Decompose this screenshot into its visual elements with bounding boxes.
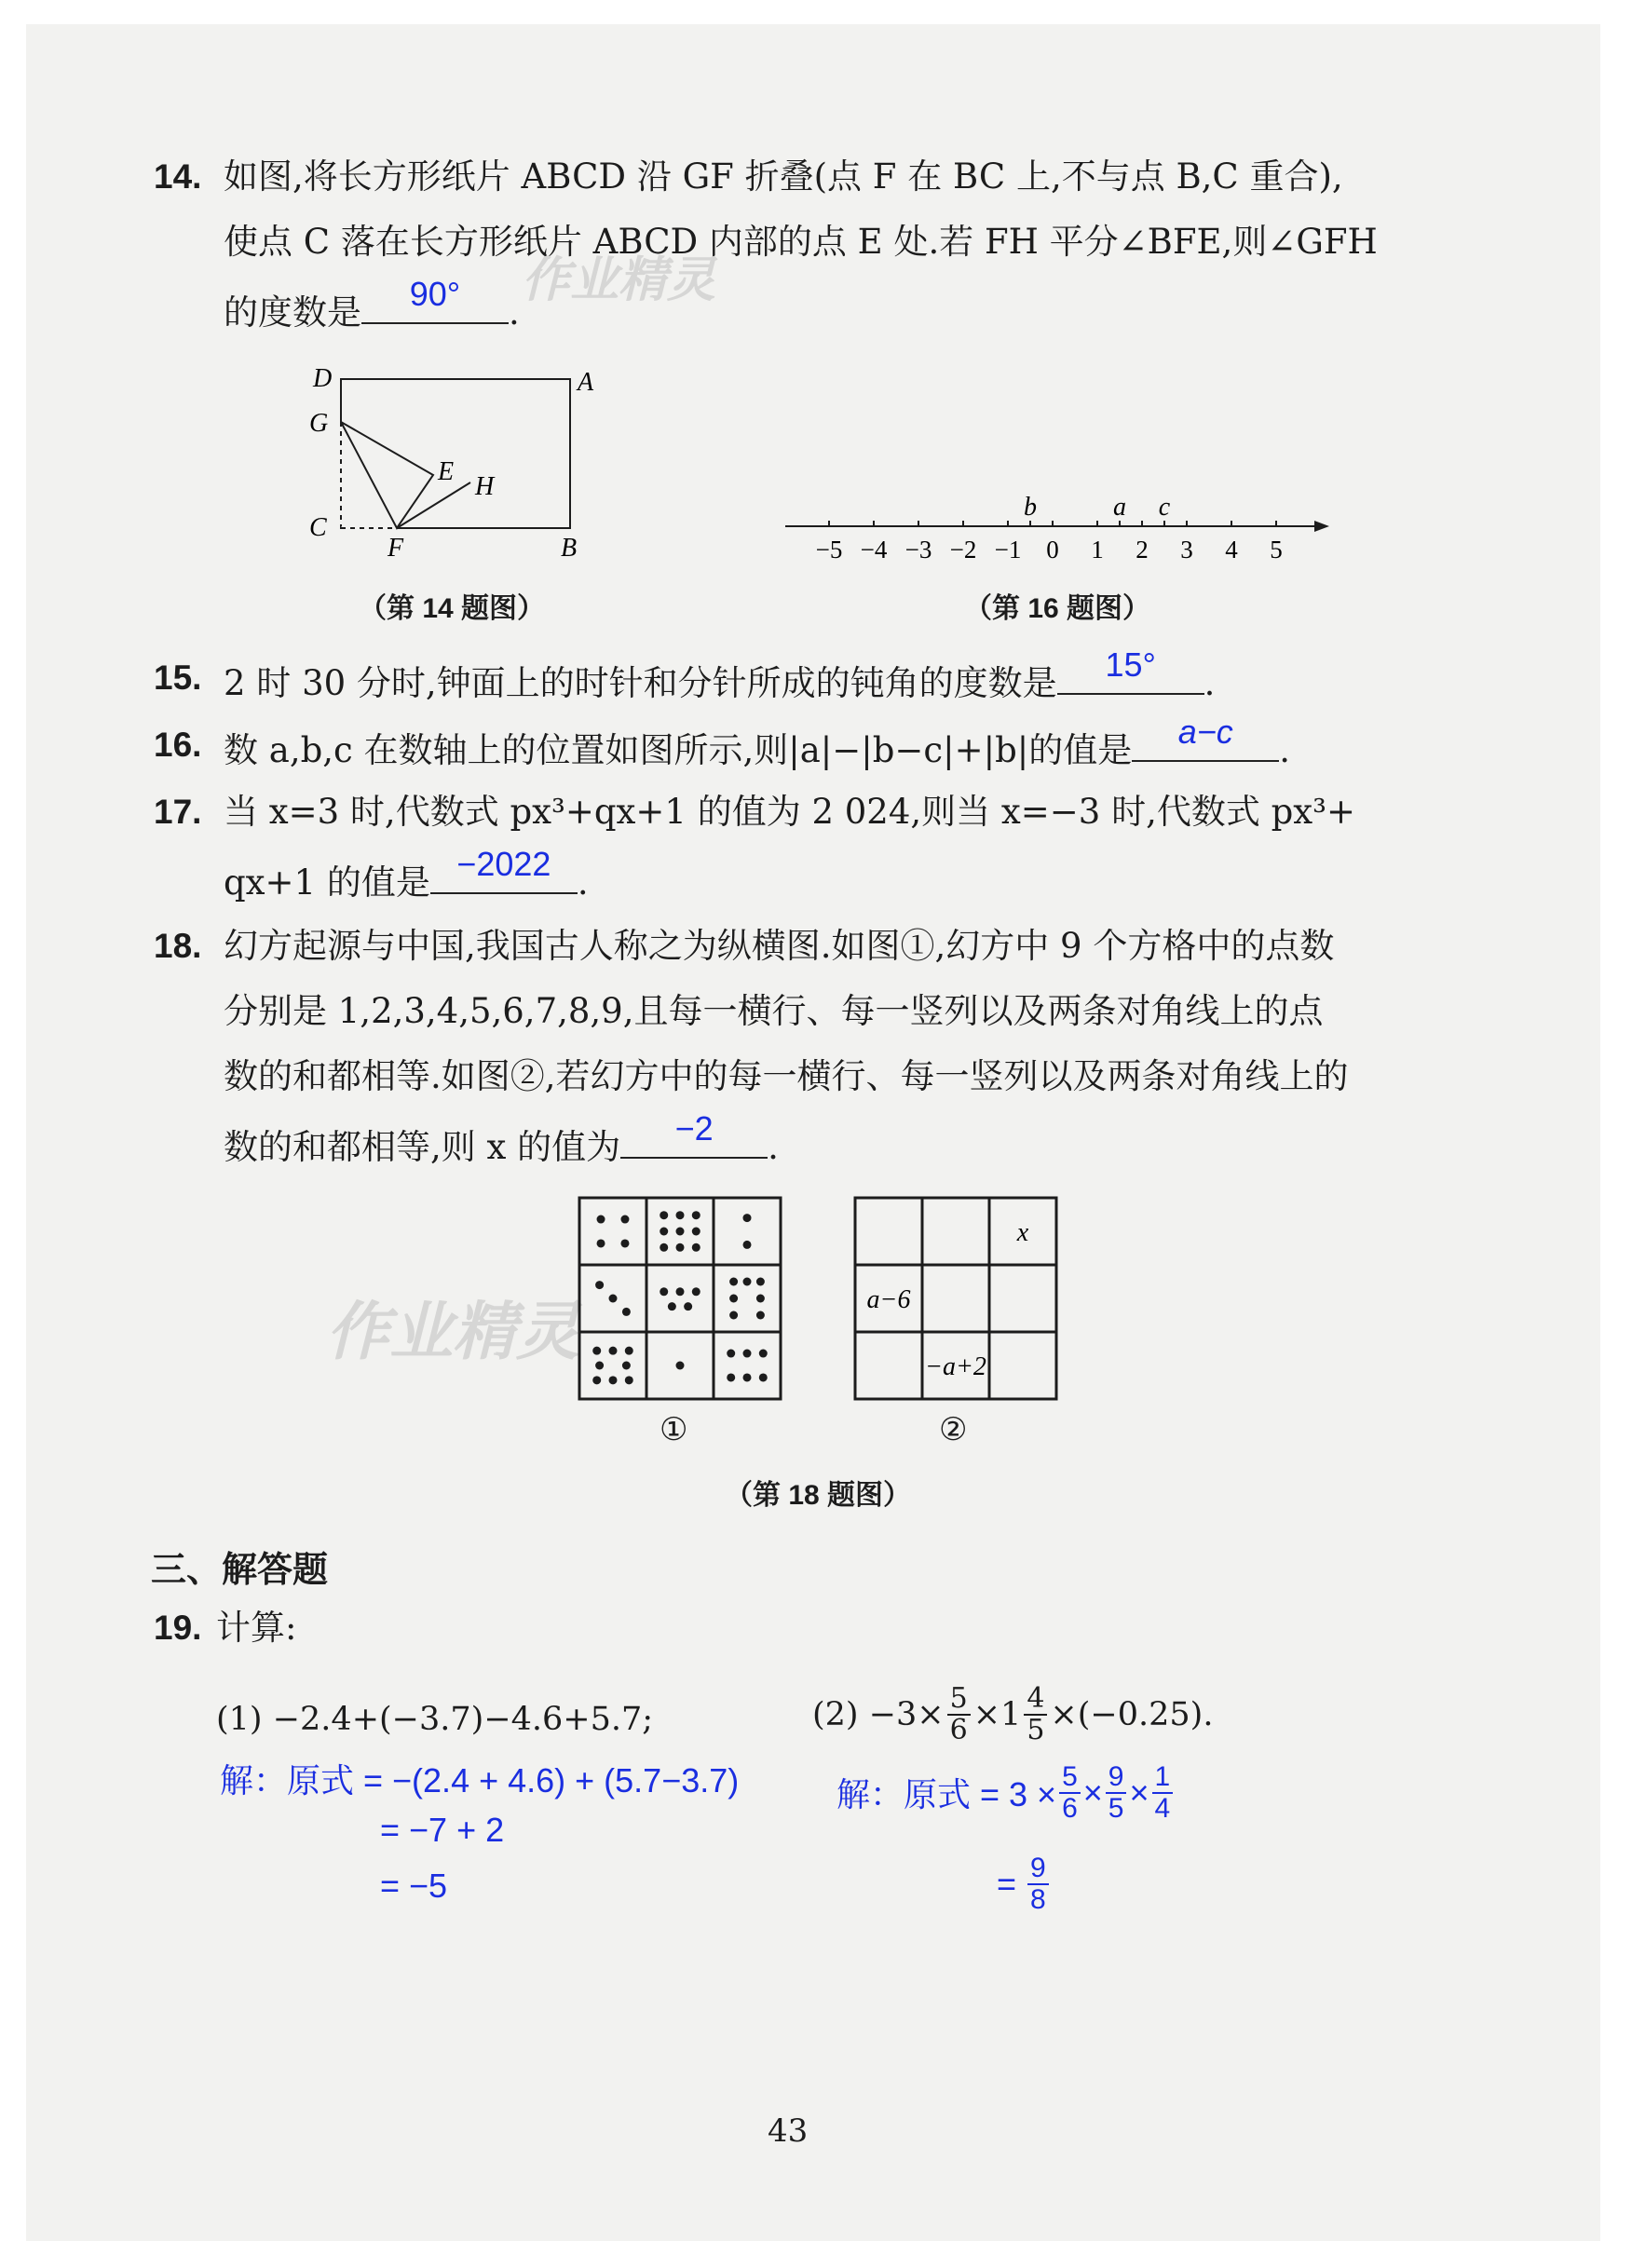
- number-line-tick-label: −4: [860, 536, 888, 564]
- grid1-dot: [756, 1278, 765, 1286]
- grid1-dot: [729, 1278, 738, 1286]
- q15-answer: 15°: [1105, 645, 1156, 684]
- q17-line1: 当 x=3 时,代数式 px³+qx+1 的值为 2 024,则当 x=−3 时,代数式 px³+: [224, 792, 1355, 832]
- q19-solution1-line3: = −5: [380, 1867, 448, 1905]
- q15-number: 15.: [154, 659, 202, 697]
- number-line-tick-label: 1: [1091, 536, 1104, 564]
- q15-answer-blank: [1057, 645, 1204, 695]
- q19-solution2-line2: = $\frac{9}{8}$: [997, 1854, 1052, 1914]
- grid1-dot: [620, 1215, 629, 1224]
- watermark-top: 作业精灵: [522, 253, 716, 307]
- fig14-label-a: A: [578, 368, 594, 397]
- grid1-dot: [743, 1278, 752, 1286]
- fig14-label-e: E: [438, 457, 455, 486]
- q17-number: 17.: [154, 793, 202, 831]
- grid1-dot: [743, 1241, 752, 1249]
- grid1-dot: [692, 1211, 700, 1219]
- number-line-point-a: a: [1113, 493, 1126, 522]
- q14-number: 14.: [154, 157, 202, 196]
- figure-16-caption: （第 16 题图）: [964, 593, 1151, 624]
- grid1-dot: [660, 1228, 668, 1236]
- grid1-dot: [684, 1302, 692, 1311]
- grid1-dot: [597, 1215, 605, 1224]
- q18-line2: 分别是 1,2,3,4,5,6,7,8,9,且每一横行、每一竖列以及两条对角线上的点: [224, 991, 1324, 1031]
- q15-text: 2 时 30 分时,钟面上的时针和分针所成的钝角的度数是 15° .: [224, 656, 1215, 706]
- fig14-label-c: C: [309, 513, 327, 542]
- grid1-dot: [676, 1228, 685, 1236]
- q16-answer: a−c: [1177, 713, 1233, 751]
- q18-line3: 数的和都相等.如图②,若幻方中的每一横行、每一竖列以及两条对角线上的: [224, 1056, 1349, 1096]
- grid1-dot: [622, 1308, 631, 1316]
- q19-solution1-line2: = −7 + 2: [380, 1811, 505, 1849]
- grid1-dot: [743, 1214, 752, 1222]
- grid1-dot: [727, 1350, 735, 1358]
- number-line-tick-label: 4: [1225, 536, 1238, 564]
- grid1-dot: [729, 1295, 738, 1303]
- grid1-dot: [676, 1362, 685, 1370]
- number-line-tick-label: −2: [949, 536, 977, 564]
- q17-answer: −2022: [456, 845, 551, 883]
- fig14-label-b: B: [561, 534, 578, 563]
- grid1-dot: [692, 1243, 700, 1252]
- q18-answer: −2: [674, 1109, 714, 1148]
- q17-answer-blank: [430, 845, 578, 894]
- fig14-label-d: D: [313, 364, 333, 393]
- fig14-label-g: G: [309, 409, 329, 438]
- grid1-dot: [620, 1239, 629, 1247]
- grid1-dot: [668, 1302, 676, 1311]
- grid1-dot: [592, 1347, 601, 1355]
- grid1-dot: [609, 1347, 618, 1355]
- q19-solution1-line1: 解：原式 = −(2.4 + 4.6) + (5.7−3.7): [220, 1761, 740, 1799]
- number-line-tick-label: −3: [904, 536, 932, 564]
- number-line-tick-label: 5: [1270, 536, 1283, 564]
- grid1-label: ①: [660, 1411, 688, 1448]
- grid1-dot: [609, 1376, 618, 1384]
- q14-answer-blank: [361, 275, 509, 324]
- grid1-dot: [609, 1295, 618, 1303]
- grid1-dot: [597, 1239, 605, 1247]
- grid1-dot: [660, 1287, 668, 1296]
- grid2-cell-text: x: [1016, 1218, 1029, 1247]
- q19-part1: (1) −2.4+(−3.7)−4.6+5.7;: [216, 1701, 654, 1738]
- figure-14: [298, 359, 615, 573]
- q18-number: 18.: [154, 927, 202, 965]
- grid1-dot: [759, 1373, 768, 1381]
- q14-line2: 使点 C 落在长方形纸片 ABCD 内部的点 E 处.若 FH 平分∠BFE,则∠GFH: [224, 222, 1378, 262]
- page-number: 43: [768, 2112, 809, 2150]
- grid1-dot: [592, 1376, 601, 1384]
- grid1-dot: [692, 1228, 700, 1236]
- fig14-label-f: F: [388, 534, 404, 563]
- number-line-point-b: b: [1024, 493, 1037, 522]
- grid1-dot: [625, 1347, 633, 1355]
- figure-14-caption: （第 14 题图）: [359, 593, 546, 624]
- grid1-dot: [692, 1287, 700, 1296]
- figure-16-number-line: [778, 484, 1337, 568]
- number-line-tick-label: −1: [994, 536, 1022, 564]
- grid1-dot: [756, 1295, 765, 1303]
- q17-line2: qx+1 的值是 −2022 .: [224, 855, 589, 905]
- grid1-dot: [756, 1311, 765, 1320]
- grid1-dot: [727, 1373, 735, 1381]
- grid1-dot: [676, 1287, 685, 1296]
- grid1-dot: [622, 1362, 631, 1370]
- q19-title: 计算:: [216, 1608, 297, 1648]
- watermark-middle: 作业精灵: [326, 1297, 580, 1367]
- q19-solution2-line1: 解：原式 = 3 × $\frac{5}{6}$ × $\frac{9}{5}$ × $\frac{1}{4}$: [836, 1762, 1176, 1823]
- figure-18-caption: （第 18 题图）: [725, 1480, 912, 1511]
- q18-line1: 幻方起源与中国,我国古人称之为纵横图.如图①,幻方中 9 个方格中的点数: [224, 926, 1335, 966]
- grid1-dot: [595, 1281, 604, 1289]
- grid1-dot: [743, 1373, 752, 1381]
- q16-text: 数 a,b,c 在数轴上的位置如图所示,则|a|−|b−c|+|b|的值是 a−c .: [224, 723, 1290, 773]
- grid1-dot: [759, 1350, 768, 1358]
- grid1-dot: [743, 1350, 752, 1358]
- number-line-tick-label: 3: [1180, 536, 1193, 564]
- q18-line4: 数的和都相等,则 x 的值为 −2 .: [224, 1120, 779, 1170]
- q14-answer: 90°: [409, 275, 461, 313]
- number-line-tick-label: −5: [815, 536, 843, 564]
- q16-number: 16.: [154, 726, 202, 764]
- q16-answer-blank: [1132, 713, 1279, 762]
- q14-line3: 的度数是 90° .: [224, 285, 520, 335]
- grid2-cell-text: −a+2: [925, 1352, 986, 1381]
- grid1-dot: [660, 1243, 668, 1252]
- fig14-label-h: H: [475, 472, 495, 501]
- number-line-point-c: c: [1158, 493, 1171, 522]
- grid1-dot: [625, 1376, 633, 1384]
- grid1-dot: [595, 1362, 604, 1370]
- number-line-tick-label: 0: [1046, 536, 1059, 564]
- grid1-dot: [660, 1211, 668, 1219]
- q18-answer-blank: [620, 1109, 768, 1159]
- grid1-dot: [676, 1211, 685, 1219]
- magic-square-dots-grid: [576, 1194, 784, 1403]
- section-title: 三、解答题: [151, 1551, 329, 1590]
- grid2-cell-text: a−6: [866, 1285, 911, 1314]
- q19-part2: (2) −3× $\frac{5}{6}$ ×1 $\frac{4}{5}$ ×(−0.25).: [812, 1682, 1214, 1746]
- q19-number: 19.: [154, 1609, 202, 1647]
- magic-square-algebra-grid: [851, 1194, 1060, 1403]
- number-line-tick-label: 2: [1136, 536, 1149, 564]
- grid2-label: ②: [939, 1411, 968, 1448]
- grid1-dot: [729, 1311, 738, 1320]
- q14-line1: 如图,将长方形纸片 ABCD 沿 GF 折叠(点 F 在 BC 上,不与点 B,C 重合),: [224, 156, 1343, 197]
- grid1-dot: [676, 1243, 685, 1252]
